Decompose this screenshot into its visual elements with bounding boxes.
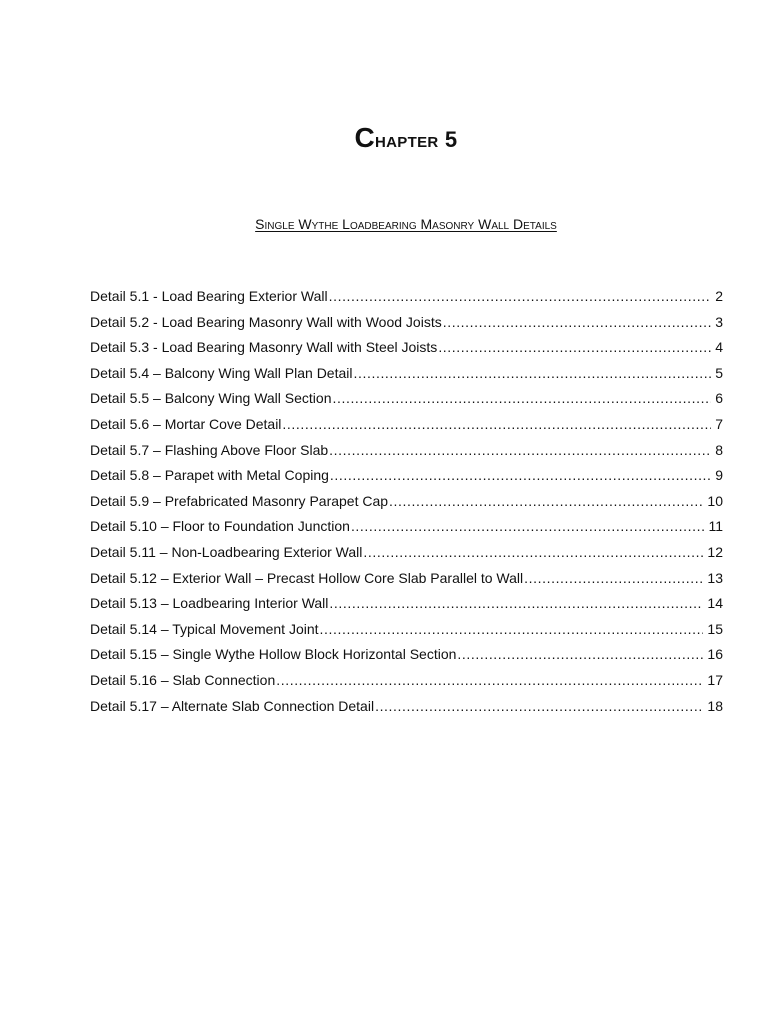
chapter-title-initial: C (354, 121, 376, 153)
toc-entry[interactable] (90, 668, 723, 694)
toc-entry[interactable] (90, 540, 723, 566)
toc-dot-leader (329, 284, 712, 310)
toc-entry-label: Detail 5.4 – Balcony Wing Wall Plan Detail (90, 364, 353, 381)
toc-dot-leader (332, 386, 711, 412)
toc-entry-page-number: 2 (715, 288, 723, 304)
toc-entry-page-number: 8 (715, 441, 723, 458)
toc-dot-leader (524, 566, 703, 592)
toc-entry-label: Detail 5.1 - Load Bearing Exterior Wall (90, 288, 328, 304)
toc-entry[interactable] (90, 694, 723, 720)
toc-dot-leader (457, 642, 703, 668)
toc-entry-page-number: 12 (707, 543, 723, 560)
toc-entry[interactable] (90, 386, 723, 412)
toc-dot-leader (354, 361, 712, 387)
toc-dot-leader (320, 617, 704, 643)
toc-entry-label: Detail 5.14 – Typical Movement Joint (90, 620, 319, 637)
table-of-contents (90, 284, 723, 719)
toc-entry-page-number: 14 (707, 595, 723, 612)
toc-entry[interactable] (90, 489, 723, 515)
toc-dot-leader (329, 438, 711, 464)
toc-dot-leader (330, 463, 711, 489)
toc-entry-label: Detail 5.7 – Flashing Above Floor Slab (90, 441, 329, 458)
toc-entry[interactable] (90, 335, 723, 361)
toc-entry-label: Detail 5.6 – Mortar Cove Detail (90, 415, 282, 432)
toc-entry-page-number: 18 (707, 697, 723, 714)
toc-entry-label: Detail 5.11 – Non-Loadbearing Exterior Wall (90, 543, 363, 560)
toc-entry[interactable] (90, 463, 723, 489)
toc-entry-page-number: 15 (707, 620, 723, 637)
toc-entry-page-number: 9 (715, 467, 723, 484)
toc-dot-leader (363, 540, 703, 566)
toc-entry-label: Detail 5.9 – Prefabricated Masonry Parapet Cap (90, 492, 389, 509)
toc-entry-label: Detail 5.3 - Load Bearing Masonry Wall with Steel Joists (90, 339, 438, 356)
toc-entry[interactable] (90, 566, 723, 592)
chapter-title-rest: hapter 5 (375, 126, 458, 152)
toc-entry-label: Detail 5.17 – Alternate Slab Connection Detail (90, 697, 375, 714)
toc-dot-leader (389, 489, 703, 515)
toc-entry[interactable] (90, 412, 723, 438)
chapter-title (0, 121, 768, 157)
toc-entry[interactable] (90, 514, 723, 540)
toc-entry[interactable] (90, 617, 723, 643)
section-title: Single Wythe Loadbearing Masonry Wall Details (255, 216, 557, 232)
toc-dot-leader (438, 335, 711, 361)
toc-entry-page-number: 17 (707, 671, 723, 688)
toc-entry-page-number: 16 (707, 646, 723, 663)
toc-entry-page-number: 5 (715, 364, 723, 381)
toc-entry-page-number: 7 (715, 415, 723, 432)
toc-entry-page-number: 10 (707, 492, 723, 509)
toc-entry[interactable] (90, 310, 723, 336)
toc-entry-label: Detail 5.13 – Loadbearing Interior Wall (90, 595, 329, 612)
toc-entry-page-number: 13 (707, 569, 723, 586)
toc-dot-leader (443, 310, 711, 336)
toc-dot-leader (276, 668, 703, 694)
toc-entry[interactable] (90, 438, 723, 464)
toc-entry[interactable] (90, 284, 723, 310)
toc-entry-label: Detail 5.12 – Exterior Wall – Precast Hollow Core Slab Parallel to Wall (90, 569, 524, 586)
toc-entry-label: Detail 5.2 - Load Bearing Masonry Wall with Wood Joists (90, 313, 442, 330)
toc-entry-label: Detail 5.16 – Slab Connection (90, 671, 276, 688)
toc-entry-label: Detail 5.8 – Parapet with Metal Coping (90, 467, 329, 484)
toc-entry[interactable] (90, 591, 723, 617)
toc-dot-leader (282, 412, 711, 438)
toc-entry-label: Detail 5.10 – Floor to Foundation Junction (90, 518, 350, 535)
toc-entry-page-number: 4 (715, 339, 723, 356)
toc-dot-leader (351, 514, 705, 540)
toc-dot-leader (375, 694, 703, 720)
toc-entry-page-number: 3 (715, 313, 723, 330)
toc-entry-label: Detail 5.5 – Balcony Wing Wall Section (90, 390, 332, 407)
toc-entry-page-number: 11 (708, 518, 723, 535)
toc-entry-page-number: 6 (715, 390, 723, 407)
toc-entry-label: Detail 5.15 – Single Wythe Hollow Block Horizontal Section (90, 646, 457, 663)
toc-entry[interactable] (90, 361, 723, 387)
toc-dot-leader (329, 591, 703, 617)
toc-entry[interactable] (90, 642, 723, 668)
